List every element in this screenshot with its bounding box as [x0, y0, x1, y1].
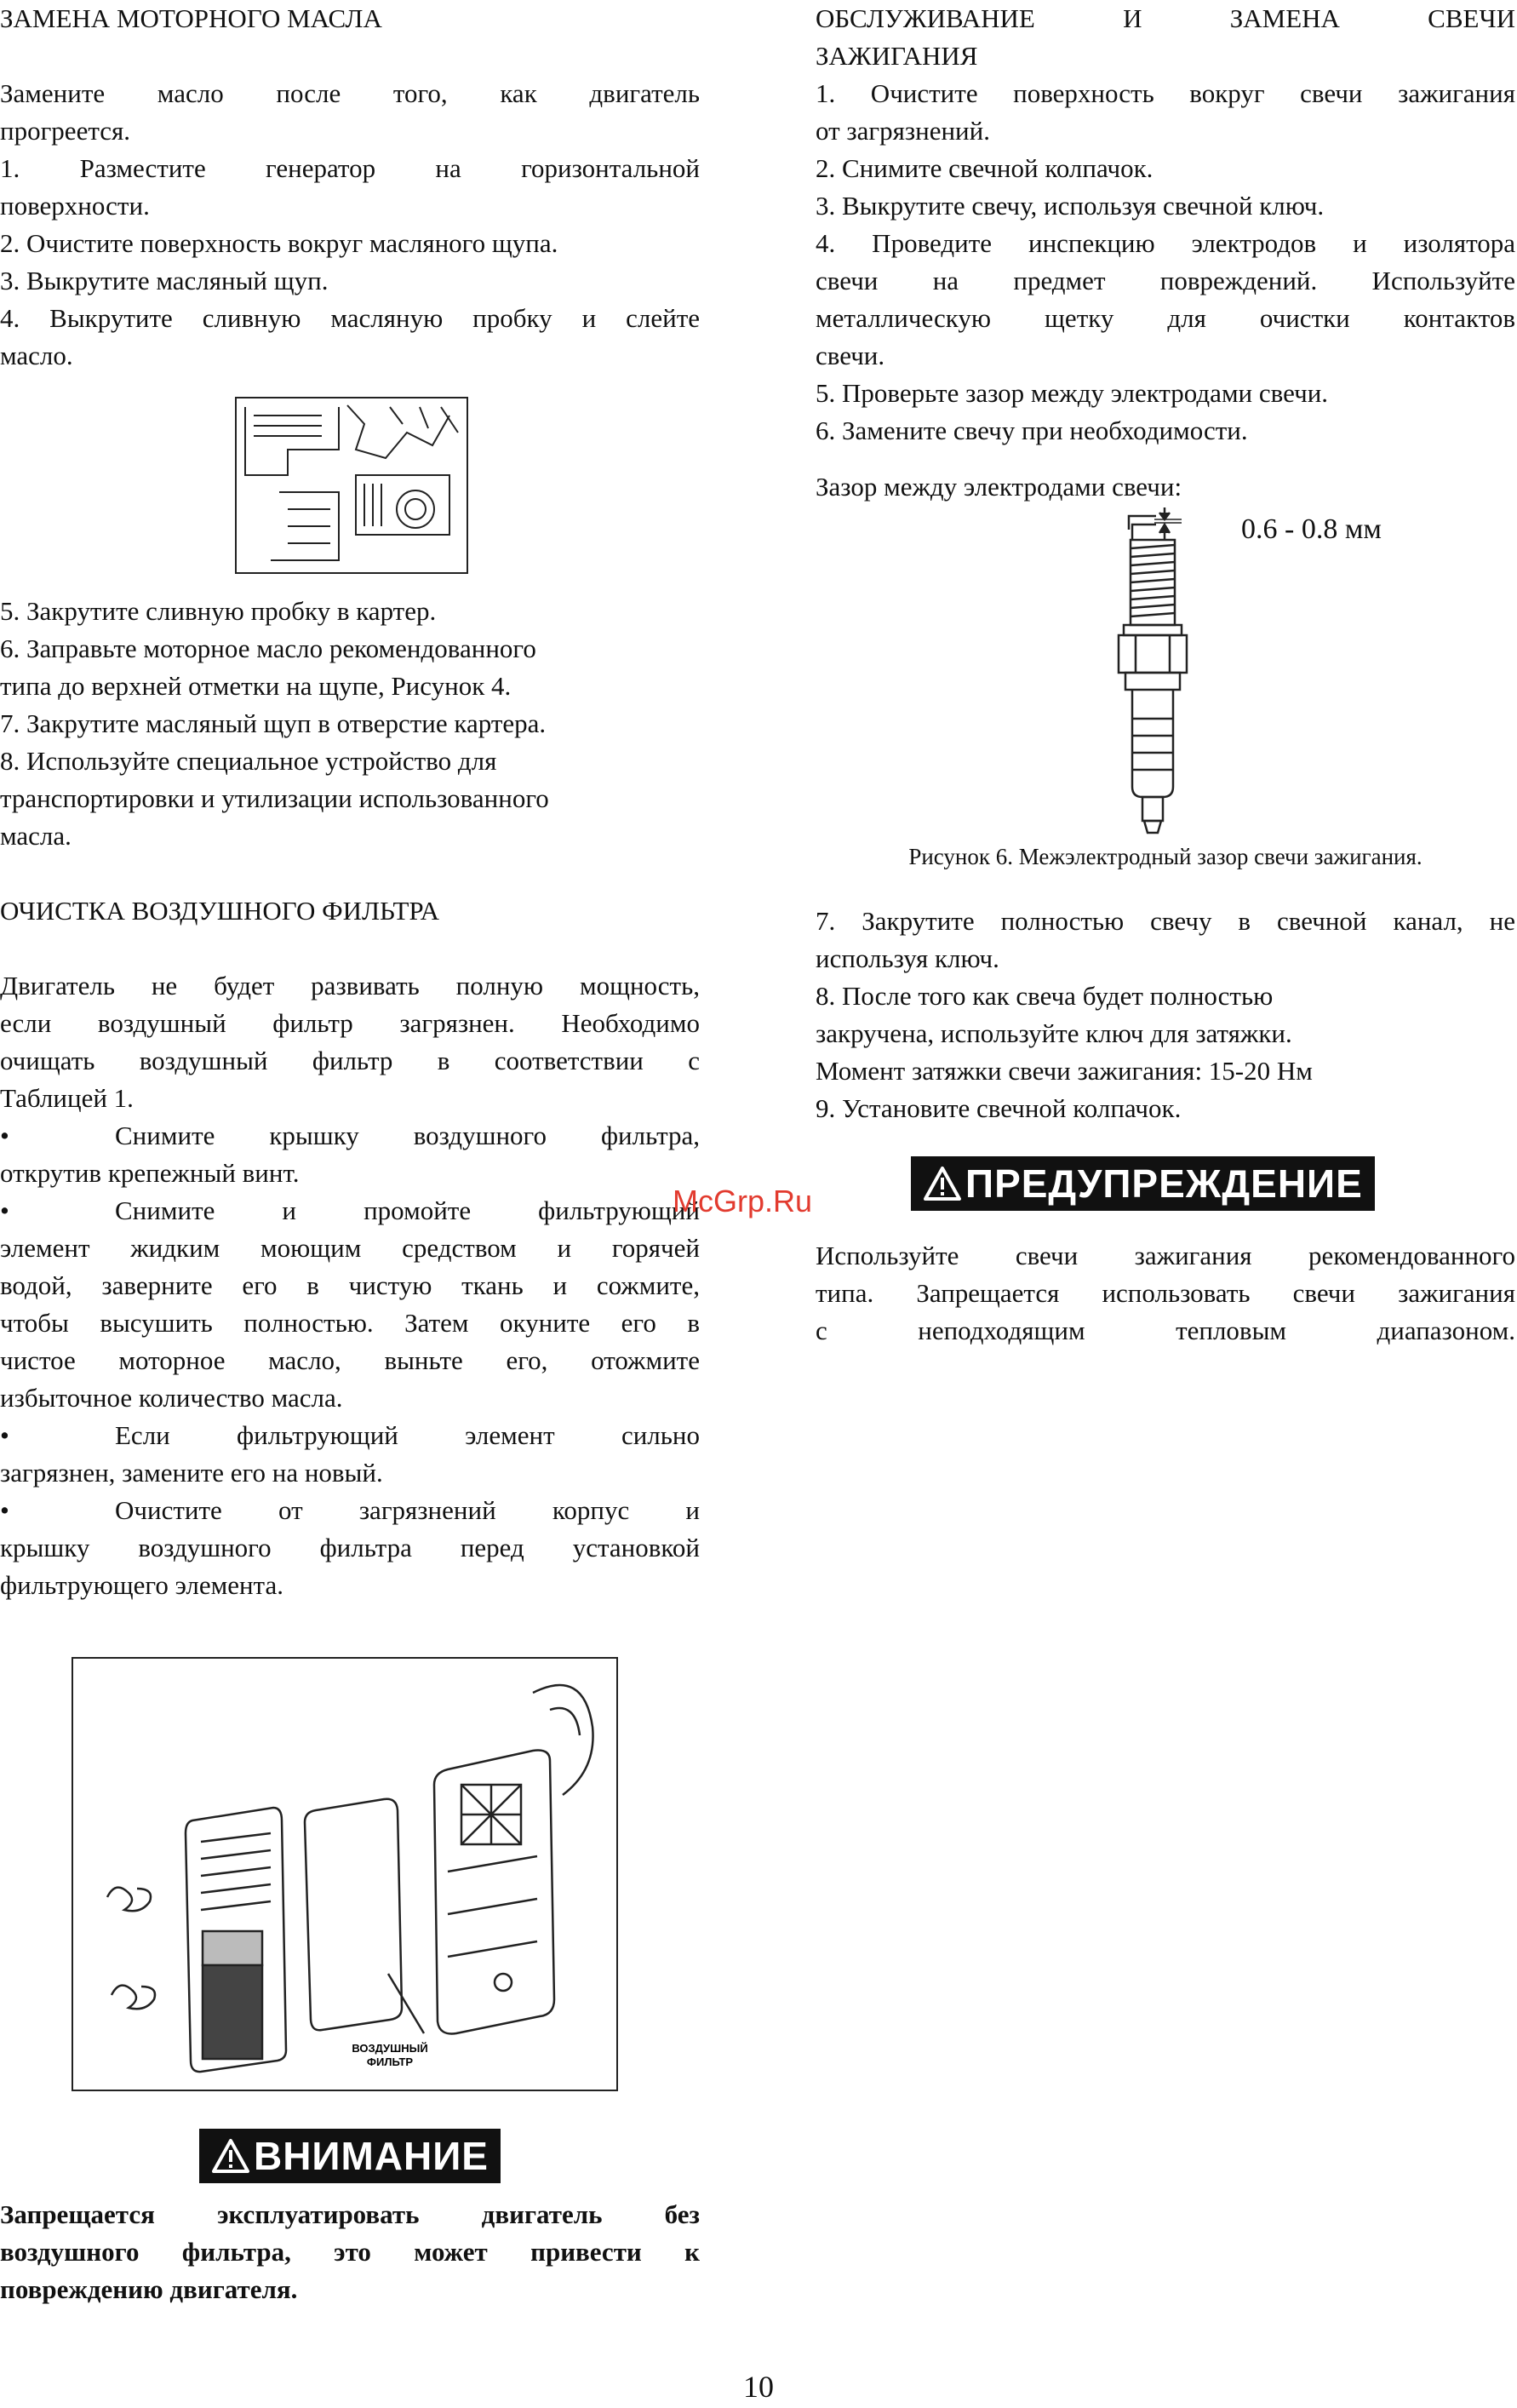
- plug-step-8: 8. После того как свеча будет полностью закручена, используйте ключ для затяжки.: [816, 981, 1292, 1048]
- plug-step-5: 5. Проверьте зазор между электродами свечи.: [816, 378, 1329, 408]
- bullet-icon: •: [0, 1121, 9, 1150]
- filter-bullet-3: • Если фильтрующий элемент сильно загрязнен, замените его на новый.: [0, 1417, 700, 1492]
- oil-change-heading: ЗАМЕНА МОТОРНОГО МАСЛА: [0, 3, 382, 33]
- filter-bullet-4: • Очистите от загрязнений корпус и крышку воздушного фильтра перед установкой фильтрующего элемента.: [0, 1492, 700, 1604]
- plug-step-4: 4. Проведите инспекцию электродов и изолятора свечи на предмет повреждений. Используйте металлическую щетку для очистки контактов свечи.: [816, 228, 1515, 370]
- air-filter-heading: ОЧИСТКА ВОЗДУШНОГО ФИЛЬТРА: [0, 896, 440, 926]
- gap-value: 0.6 - 0.8 мм: [1241, 513, 1382, 545]
- page-number: 10: [743, 2370, 774, 2404]
- spark-plug-figure: [816, 506, 1515, 838]
- caution-badge: ВНИМАНИЕ: [199, 2129, 501, 2183]
- plug-step-1: 1. Очистите поверхность вокруг свечи зажигания от загрязнений.: [816, 78, 1515, 146]
- caution-text: Запрещается эксплуатировать двигатель без воздушного фильтра, это может привести к повреждению двигателя.: [0, 2199, 700, 2304]
- filter-label-line1: ВОЗДУШНЫЙ: [352, 2042, 428, 2055]
- filter-label-line2: ФИЛЬТР: [366, 2055, 414, 2068]
- plug-step-2: 2. Снимите свечной колпачок.: [816, 153, 1153, 183]
- oil-step-1: 1. Разместите генератор на горизонтальной поверхности.: [0, 153, 700, 221]
- oil-step-5: 5. Закрутите сливную пробку в картер.: [0, 596, 437, 626]
- oil-step-7: 7. Закрутите масляный щуп в отверстие картера.: [0, 708, 547, 738]
- gap-label: Зазор между электродами свечи:: [816, 472, 1182, 502]
- spark-plug-illustration: [816, 506, 1515, 838]
- plug-step-7: 7. Закрутите полностью свечу в свечной канал, не используя ключ.: [816, 906, 1515, 973]
- air-filter-illustration: [73, 1659, 616, 2090]
- oil-step-3: 3. Выкрутите масляный щуп.: [0, 266, 329, 295]
- bullet-icon: •: [0, 1495, 9, 1525]
- spark-plug-heading: ОБСЛУЖИВАНИЕ И ЗАМЕНА СВЕЧИ ЗАЖИГАНИЯ: [816, 3, 1515, 71]
- oil-step-4: 4. Выкрутите сливную масляную пробку и слейте масло.: [0, 303, 700, 370]
- bullet-icon: •: [0, 1195, 9, 1225]
- plug-step-6: 6. Замените свечу при необходимости.: [816, 416, 1248, 445]
- warning-badge: ПРЕДУПРЕЖДЕНИЕ: [911, 1156, 1375, 1211]
- oil-step-8: 8. Используйте специальное устройство для транспортировки и утилизации использованного масла.: [0, 746, 549, 851]
- filter-bullet-1: • Снимите крышку воздушного фильтра, открутив крепежный винт.: [0, 1117, 700, 1192]
- filter-intro: Двигатель не будет развивать полную мощность, если воздушный фильтр загрязнен. Необходимо очищать воздушный фильтр в соответствии с Таблицей 1.: [0, 971, 700, 1113]
- oil-step-2: 2. Очистите поверхность вокруг масляного щупа.: [0, 228, 558, 258]
- watermark: McGrp.Ru: [673, 1184, 813, 1218]
- air-filter-figure: [72, 1657, 618, 2091]
- plug-step-3: 3. Выкрутите свечу, используя свечной ключ.: [816, 191, 1325, 221]
- oil-drain-figure: [235, 397, 468, 574]
- warning-triangle-icon: [211, 2138, 250, 2174]
- figure-6-caption: Рисунок 6. Межэлектродный зазор свечи зажигания.: [908, 844, 1423, 869]
- warning-triangle-icon: [923, 1166, 962, 1201]
- plug-step-9: 9. Установите свечной колпачок.: [816, 1093, 1182, 1123]
- filter-bullet-2: • Снимите и промойте фильтрующий элемент жидким моющим средством и горячей водой, заверните его в чистую ткань и сожмите, чтобы высушить полностью. Затем окуните его в чистое моторное масло, выньте его, отожмите избыточное количество масла.: [0, 1192, 700, 1417]
- bullet-icon: •: [0, 1420, 9, 1450]
- warning-text: Используйте свечи зажигания рекомендованного типа. Запрещается использовать свечи зажигания с неподходящим тепловым диапазоном.: [816, 1241, 1515, 1345]
- oil-step-6: 6. Заправьте моторное масло рекомендованного типа до верхней отметки на щупе, Рисунок 4.: [0, 634, 536, 701]
- right-column: [816, 0, 1515, 1350]
- torque-spec: Момент затяжки свечи зажигания: 15-20 Нм: [816, 1056, 1313, 1086]
- oil-intro: Замените масло после того, как двигатель прогреется.: [0, 78, 700, 146]
- left-column: [0, 0, 700, 2308]
- oil-drain-illustration: [237, 398, 467, 572]
